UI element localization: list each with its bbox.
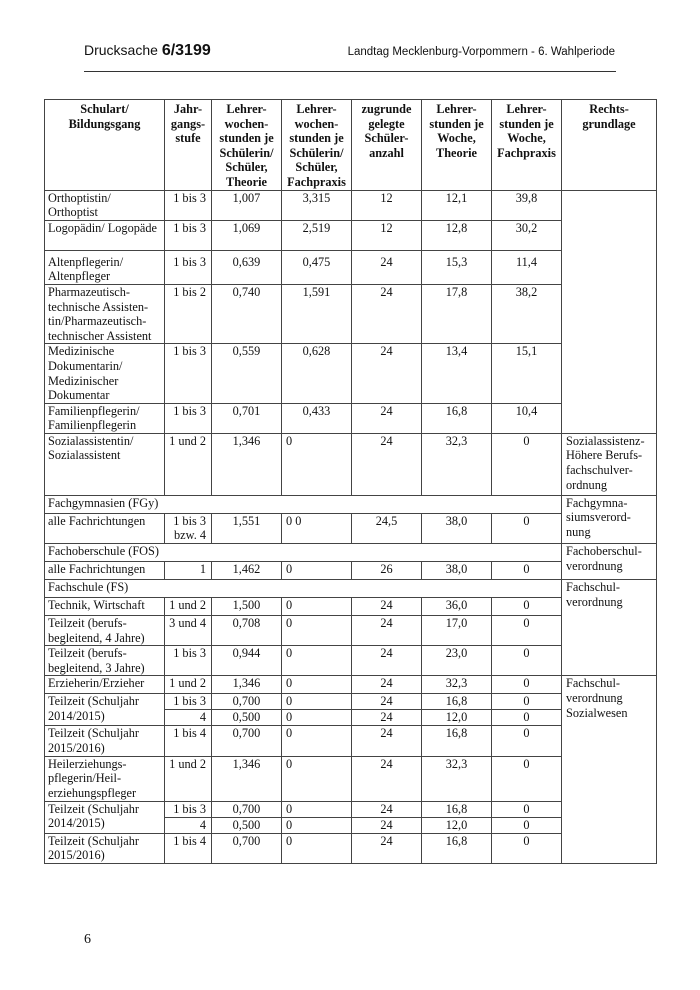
document-number: 6/3199: [161, 42, 211, 59]
cell-schulart: alle Fachrichtungen: [45, 562, 165, 580]
cell-stufe: 1 bis 4: [165, 726, 212, 756]
cell-stufe: 1 bis 3: [165, 190, 212, 220]
cell-lsw-fachpraxis: 0: [492, 433, 562, 495]
cell-stufe: 1 bis 4: [165, 833, 212, 863]
cell-lws-theorie: 0,700: [212, 694, 282, 710]
section-title: Fachgymnasien (FGy): [45, 495, 562, 513]
cell-lws-fachpraxis: 0: [282, 817, 352, 833]
col-header-schueleranzahl: zugrunde gelegte Schüler- anzahl: [352, 100, 422, 191]
cell-schueleranzahl: 24: [352, 833, 422, 863]
cell-lws-theorie: 0,700: [212, 833, 282, 863]
cell-lws-theorie: 1,069: [212, 220, 282, 250]
col-header-lsw-theorie: Lehrer- stunden je Woche, Theorie: [422, 100, 492, 191]
cell-stufe: 1 bis 3 bzw. 4: [165, 513, 212, 543]
cell-stufe: 1: [165, 562, 212, 580]
cell-lws-fachpraxis: 2,519: [282, 220, 352, 250]
cell-lsw-fachpraxis: 0: [492, 646, 562, 676]
cell-lsw-theorie: 16,8: [422, 726, 492, 756]
cell-schueleranzahl: 24: [352, 403, 422, 433]
cell-schueleranzahl: 24: [352, 284, 422, 343]
cell-lsw-theorie: 36,0: [422, 598, 492, 616]
cell-schueleranzahl: 24: [352, 801, 422, 817]
col-header-rechtsgrundlage: Rechts- grundlage: [562, 100, 657, 191]
cell-lsw-fachpraxis: 0: [492, 598, 562, 616]
cell-lsw-fachpraxis: 0: [492, 817, 562, 833]
cell-schulart: Erzieherin/Erzieher: [45, 676, 165, 694]
col-header-lws-theorie: Lehrer- wochen- stunden je Schülerin/ Schüler, Theorie: [212, 100, 282, 191]
section-row: [45, 544, 657, 562]
cell-schulart: Teilzeit (berufs-begleitend, 4 Jahre): [45, 616, 165, 646]
cell-lsw-fachpraxis: 38,2: [492, 284, 562, 343]
cell-rechtsgrundlage: Fachschul-verordnung: [562, 580, 657, 676]
cell-lws-theorie: 1,462: [212, 562, 282, 580]
col-header-lsw-fachpraxis: Lehrer- stunden je Woche, Fachpraxis: [492, 100, 562, 191]
cell-lsw-theorie: 16,8: [422, 801, 492, 817]
cell-rechtsgrundlage: Fachgymna-siumsverord-nung: [562, 495, 657, 543]
cell-lsw-theorie: 12,0: [422, 817, 492, 833]
col-header-schulart: Schulart/ Bildungsgang: [45, 100, 165, 191]
cell-schueleranzahl: 24: [352, 598, 422, 616]
cell-lsw-theorie: 13,4: [422, 344, 492, 403]
cell-lsw-fachpraxis: 0: [492, 801, 562, 817]
cell-schueleranzahl: 24: [352, 676, 422, 694]
cell-lsw-fachpraxis: 0: [492, 833, 562, 863]
cell-lsw-fachpraxis: 0: [492, 694, 562, 710]
cell-schulart: Familienpflegerin/ Familienpflegerin: [45, 403, 165, 433]
cell-schulart: Pharmazeutisch-technische Assisten-tin/Pharmazeutisch-technischer Assistent: [45, 284, 165, 343]
cell-stufe: 1 und 2: [165, 676, 212, 694]
cell-stufe: 1 und 2: [165, 756, 212, 801]
cell-lsw-fachpraxis: 10,4: [492, 403, 562, 433]
teacher-hours-table: [44, 99, 657, 864]
cell-schulart: Sozialassistentin/ Sozialassistent: [45, 433, 165, 495]
cell-lws-theorie: 0,708: [212, 616, 282, 646]
section-title: Fachschule (FS): [45, 580, 562, 598]
cell-lsw-fachpraxis: 15,1: [492, 344, 562, 403]
cell-schueleranzahl: 24: [352, 344, 422, 403]
cell-lws-fachpraxis: 0 0: [282, 513, 352, 543]
cell-schulart: Teilzeit (berufs-begleitend, 3 Jahre): [45, 646, 165, 676]
cell-lsw-fachpraxis: 0: [492, 562, 562, 580]
document-id: [84, 42, 211, 60]
cell-lws-theorie: 1,007: [212, 190, 282, 220]
cell-lws-fachpraxis: 0,628: [282, 344, 352, 403]
section-title: Fachoberschule (FOS): [45, 544, 562, 562]
cell-schulart: Teilzeit (Schuljahr 2014/2015): [45, 694, 165, 726]
table-header-row: [45, 100, 657, 191]
cell-lws-theorie: 0,944: [212, 646, 282, 676]
cell-schulart: alle Fachrichtungen: [45, 513, 165, 543]
cell-lws-fachpraxis: 0: [282, 833, 352, 863]
cell-lsw-theorie: 32,3: [422, 433, 492, 495]
cell-lws-fachpraxis: 0: [282, 598, 352, 616]
cell-lsw-theorie: 32,3: [422, 676, 492, 694]
cell-stufe: 1 bis 3: [165, 801, 212, 817]
section-row: [45, 495, 657, 513]
cell-rechtsgrundlage: Fachschul-verordnung Sozialwesen: [562, 676, 657, 863]
cell-lsw-theorie: 16,8: [422, 694, 492, 710]
cell-schueleranzahl: 24: [352, 726, 422, 756]
table-row: [45, 190, 657, 220]
cell-lws-theorie: 1,500: [212, 598, 282, 616]
cell-lws-fachpraxis: 0: [282, 433, 352, 495]
cell-rechtsgrundlage-empty: [562, 190, 657, 433]
cell-schueleranzahl: 24: [352, 433, 422, 495]
cell-stufe: 4: [165, 710, 212, 726]
cell-lws-theorie: 1,346: [212, 756, 282, 801]
cell-lws-fachpraxis: 0: [282, 710, 352, 726]
cell-schueleranzahl: 12: [352, 220, 422, 250]
cell-lsw-theorie: 38,0: [422, 562, 492, 580]
cell-stufe: 3 und 4: [165, 616, 212, 646]
cell-lws-theorie: 0,700: [212, 801, 282, 817]
cell-schueleranzahl: 24: [352, 694, 422, 710]
cell-lsw-theorie: 15,3: [422, 250, 492, 284]
cell-lws-theorie: 0,500: [212, 817, 282, 833]
cell-lws-fachpraxis: 0: [282, 676, 352, 694]
cell-lsw-fachpraxis: 0: [492, 676, 562, 694]
cell-stufe: 1 bis 3: [165, 250, 212, 284]
header-rule: [84, 71, 616, 72]
cell-stufe: 1 bis 3: [165, 694, 212, 710]
col-header-lws-fachpraxis: Lehrer- wochen- stunden je Schülerin/ Schüler, Fachpraxis: [282, 100, 352, 191]
cell-lsw-theorie: 16,8: [422, 403, 492, 433]
cell-lsw-theorie: 12,8: [422, 220, 492, 250]
cell-lws-fachpraxis: 3,315: [282, 190, 352, 220]
cell-lsw-theorie: 23,0: [422, 646, 492, 676]
cell-stufe: 1 und 2: [165, 433, 212, 495]
cell-lws-fachpraxis: 0,475: [282, 250, 352, 284]
cell-schueleranzahl: 24: [352, 710, 422, 726]
table-row: [45, 433, 657, 495]
cell-stufe: 1 bis 3: [165, 403, 212, 433]
cell-lws-theorie: 1,346: [212, 433, 282, 495]
table-row: [45, 676, 657, 694]
cell-schueleranzahl: 12: [352, 190, 422, 220]
cell-stufe: 1 bis 3: [165, 646, 212, 676]
cell-schulart: Teilzeit (Schuljahr 2015/2016): [45, 833, 165, 863]
cell-lws-theorie: 0,701: [212, 403, 282, 433]
cell-lsw-theorie: 32,3: [422, 756, 492, 801]
cell-stufe: 1 bis 2: [165, 284, 212, 343]
cell-lws-theorie: 1,551: [212, 513, 282, 543]
cell-schueleranzahl: 24: [352, 817, 422, 833]
cell-schueleranzahl: 26: [352, 562, 422, 580]
cell-schulart: Heilerziehungs-pflegerin/Heil-erziehungspfleger: [45, 756, 165, 801]
cell-schulart: Medizinische Dokumentarin/ Medizinischer Dokumentar: [45, 344, 165, 403]
cell-lsw-fachpraxis: 39,8: [492, 190, 562, 220]
cell-schulart: Teilzeit (Schuljahr 2015/2016): [45, 726, 165, 756]
cell-lsw-theorie: 17,8: [422, 284, 492, 343]
cell-schulart: Teilzeit (Schuljahr 2014/2015): [45, 801, 165, 833]
cell-lws-fachpraxis: 0: [282, 694, 352, 710]
cell-stufe: 1 und 2: [165, 598, 212, 616]
cell-lws-fachpraxis: 0: [282, 726, 352, 756]
cell-rechtsgrundlage: Fachoberschul-verordnung: [562, 544, 657, 580]
cell-lsw-fachpraxis: 0: [492, 726, 562, 756]
cell-lsw-fachpraxis: 0: [492, 616, 562, 646]
cell-lws-fachpraxis: 0: [282, 646, 352, 676]
cell-lws-theorie: 0,500: [212, 710, 282, 726]
cell-lws-fachpraxis: 0: [282, 616, 352, 646]
cell-schulart: Technik, Wirtschaft: [45, 598, 165, 616]
cell-schueleranzahl: 24,5: [352, 513, 422, 543]
cell-stufe: 1 bis 3: [165, 344, 212, 403]
cell-schueleranzahl: 24: [352, 616, 422, 646]
cell-lws-fachpraxis: 1,591: [282, 284, 352, 343]
parliament-header: Landtag Mecklenburg-Vorpommern - 6. Wahlperiode: [347, 46, 615, 58]
cell-lws-fachpraxis: 0: [282, 801, 352, 817]
cell-stufe: 4: [165, 817, 212, 833]
cell-lsw-theorie: 38,0: [422, 513, 492, 543]
page-number: 6: [84, 932, 91, 947]
cell-schulart: Altenpflegerin/ Altenpfleger: [45, 250, 165, 284]
cell-schueleranzahl: 24: [352, 646, 422, 676]
cell-lsw-fachpraxis: 11,4: [492, 250, 562, 284]
cell-lws-fachpraxis: 0,433: [282, 403, 352, 433]
cell-lws-theorie: 0,639: [212, 250, 282, 284]
cell-stufe: 1 bis 3: [165, 220, 212, 250]
cell-schueleranzahl: 24: [352, 756, 422, 801]
cell-lsw-fachpraxis: 0: [492, 756, 562, 801]
col-header-stufe: Jahr- gangs- stufe: [165, 100, 212, 191]
cell-schulart: Logopädin/ Logopäde: [45, 220, 165, 250]
cell-lsw-theorie: 16,8: [422, 833, 492, 863]
cell-lws-theorie: 0,740: [212, 284, 282, 343]
cell-lws-theorie: 1,346: [212, 676, 282, 694]
cell-schulart: Orthoptistin/ Orthoptist: [45, 190, 165, 220]
cell-schueleranzahl: 24: [352, 250, 422, 284]
cell-lsw-theorie: 17,0: [422, 616, 492, 646]
section-row: [45, 580, 657, 598]
cell-lsw-fachpraxis: 0: [492, 710, 562, 726]
cell-lws-fachpraxis: 0: [282, 562, 352, 580]
cell-lws-theorie: 0,700: [212, 726, 282, 756]
cell-lsw-theorie: 12,0: [422, 710, 492, 726]
cell-lws-fachpraxis: 0: [282, 756, 352, 801]
cell-lsw-theorie: 12,1: [422, 190, 492, 220]
cell-lws-theorie: 0,559: [212, 344, 282, 403]
cell-rechtsgrundlage: Sozialassistenz-Höhere Berufs-fachschulver-ordnung: [562, 433, 657, 495]
document-label: Drucksache: [84, 42, 158, 58]
cell-lsw-fachpraxis: 0: [492, 513, 562, 543]
cell-lsw-fachpraxis: 30,2: [492, 220, 562, 250]
